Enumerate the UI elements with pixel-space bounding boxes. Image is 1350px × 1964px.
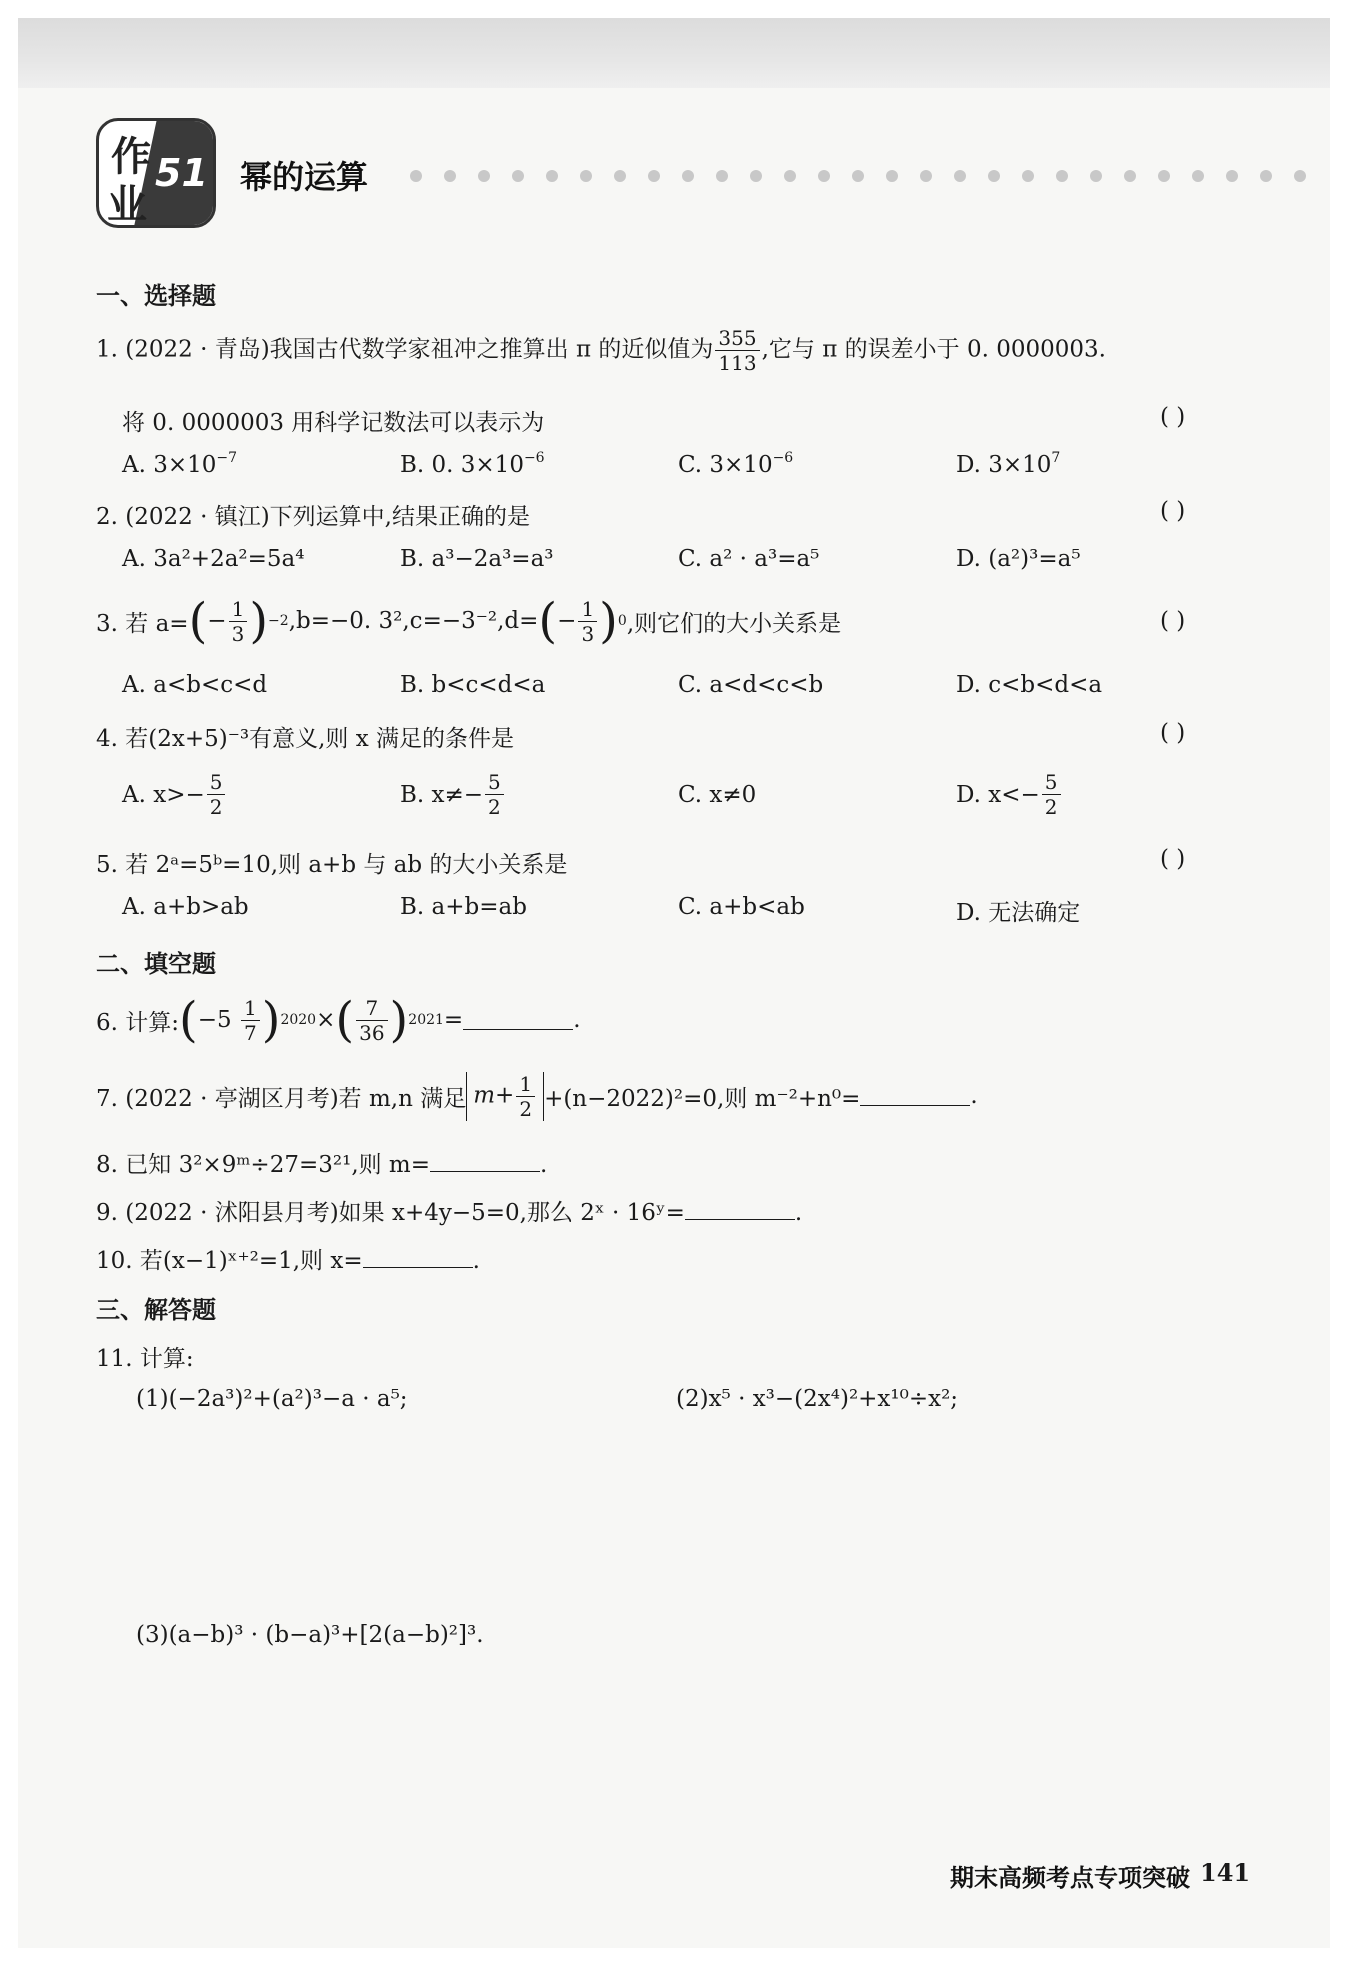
q2-answer-paren[interactable]: ( ) xyxy=(1160,498,1186,524)
q8-blank[interactable] xyxy=(430,1153,540,1172)
section-heading-choice: 一、选择题 xyxy=(96,282,216,310)
q5-option-d[interactable]: D. 无法确定 xyxy=(956,900,1081,926)
q5-option-a[interactable]: A. a+b>ab xyxy=(122,894,249,920)
q4-option-d[interactable]: D. x<− $\frac{5}{2}$ xyxy=(956,770,1063,819)
badge-word-1: 作 xyxy=(111,134,151,180)
q3-option-d[interactable]: D. c<b<d<a xyxy=(956,672,1103,698)
q1-suffix: ,它与 π 的误差小于 0. 0000003. xyxy=(761,336,1106,363)
page-number: 141 xyxy=(1200,1858,1251,1887)
q3-option-a[interactable]: A. a<b<c<d xyxy=(122,672,268,698)
q1-option-a[interactable]: A. $3\times 10^{-7}$ xyxy=(122,450,238,478)
question-11-stem: 11. 计算: xyxy=(96,1346,194,1372)
q5-option-b[interactable]: B. a+b=ab xyxy=(400,894,527,920)
q4-option-c[interactable]: C. x≠0 xyxy=(678,782,757,808)
assignment-badge xyxy=(96,118,216,228)
footer-book-title: 期末高频考点专项突破 xyxy=(950,1864,1190,1892)
q3-option-c[interactable]: C. a<d<c<b xyxy=(678,672,824,698)
q4-option-b[interactable]: B. x≠− $\frac{5}{2}$ xyxy=(400,770,506,819)
q3-option-b[interactable]: B. b<c<d<a xyxy=(400,672,546,698)
q1-frac-num: 355 xyxy=(715,326,759,351)
q10-blank[interactable] xyxy=(363,1249,473,1268)
badge-number: 51 xyxy=(155,151,208,195)
q11-part-3: (3)(a−b)³ · (b−a)³+[2(a−b)²]³. xyxy=(136,1622,484,1648)
q1-fraction xyxy=(715,326,759,375)
question-8: 8. 已知 3²×9ᵐ÷27=3²¹,则 m= . xyxy=(96,1152,548,1178)
q5-option-c[interactable]: C. a+b<ab xyxy=(678,894,805,920)
q1-answer-paren[interactable]: ( ) xyxy=(1160,404,1186,430)
badge-word-2: 业 xyxy=(107,182,147,228)
q2-option-d[interactable]: D. (a²)³=a⁵ xyxy=(956,546,1081,572)
question-6: 6. 计算: ( −5 $\frac{1}{7}$ ) 2020 × ( $\frac{7}{36}$ ) 2021 = . xyxy=(96,992,581,1048)
q2-option-c[interactable]: C. a² · a³=a⁵ xyxy=(678,546,820,572)
q5-answer-paren[interactable]: ( ) xyxy=(1160,846,1186,872)
question-1-line2: 将 0. 0000003 用科学记数法可以表示为 xyxy=(122,410,545,436)
question-7: 7. (2022 · 亭湖区月考)若 m,n 满足 m+ $\frac{1}{2}$ +(n−2022)²=0,则 m⁻²+n⁰= . xyxy=(96,1071,978,1121)
q1-option-c[interactable]: C. $3\times 10^{-6}$ xyxy=(678,450,794,478)
q3-answer-paren[interactable]: ( ) xyxy=(1160,608,1186,634)
q4-answer-paren[interactable]: ( ) xyxy=(1160,720,1186,746)
q11-part-1: (1)(−2a³)²+(a²)³−a · a⁵; xyxy=(136,1386,408,1412)
q7-blank[interactable] xyxy=(860,1087,970,1106)
question-3-stem: 3. 若 a= ( − $\frac{1}{3}$ ) −2 ,b=−0. 3²,c=−3⁻²,d= ( − $\frac{1}{3}$ ) 0 ,则它们的大小关系是 xyxy=(96,593,842,649)
q4-option-a[interactable]: A. x>− $\frac{5}{2}$ xyxy=(122,770,227,819)
q6-blank[interactable] xyxy=(463,1011,573,1030)
question-2-stem: 2. (2022 · 镇江)下列运算中,结果正确的是 xyxy=(96,504,530,530)
question-5-stem: 5. 若 2ᵃ=5ᵇ=10,则 a+b 与 ab 的大小关系是 xyxy=(96,852,568,878)
q1-option-b[interactable]: B. 0. $3\times 10^{-6}$ xyxy=(400,450,545,478)
q1-frac-den: 113 xyxy=(718,351,757,375)
question-1-line1 xyxy=(96,326,1106,375)
question-4-stem: 4. 若(2x+5)⁻³有意义,则 x 满足的条件是 xyxy=(96,726,514,752)
question-9: 9. (2022 · 沭阳县月考)如果 x+4y−5=0,那么 2ˣ · 16ʸ= . xyxy=(96,1200,803,1226)
q1-prefix: 1. (2022 · 青岛)我国古代数学家祖冲之推算出 π 的近似值为 xyxy=(96,336,714,363)
page-title: 幂的运算 xyxy=(240,158,369,196)
q2-option-b[interactable]: B. a³−2a³=a³ xyxy=(400,546,554,572)
q11-part-2: (2)x⁵ · x³−(2x⁴)²+x¹⁰÷x²; xyxy=(676,1386,959,1412)
q1-option-d[interactable]: D. $3\times 10^7$ xyxy=(956,450,1061,478)
section-heading-fill: 二、填空题 xyxy=(96,950,216,978)
q9-blank[interactable] xyxy=(685,1201,795,1220)
question-10: 10. 若(x−1)ˣ⁺²=1,则 x= . xyxy=(96,1248,480,1274)
q2-option-a[interactable]: A. 3a²+2a²=5a⁴ xyxy=(122,546,305,572)
section-heading-solve: 三、解答题 xyxy=(96,1296,216,1324)
